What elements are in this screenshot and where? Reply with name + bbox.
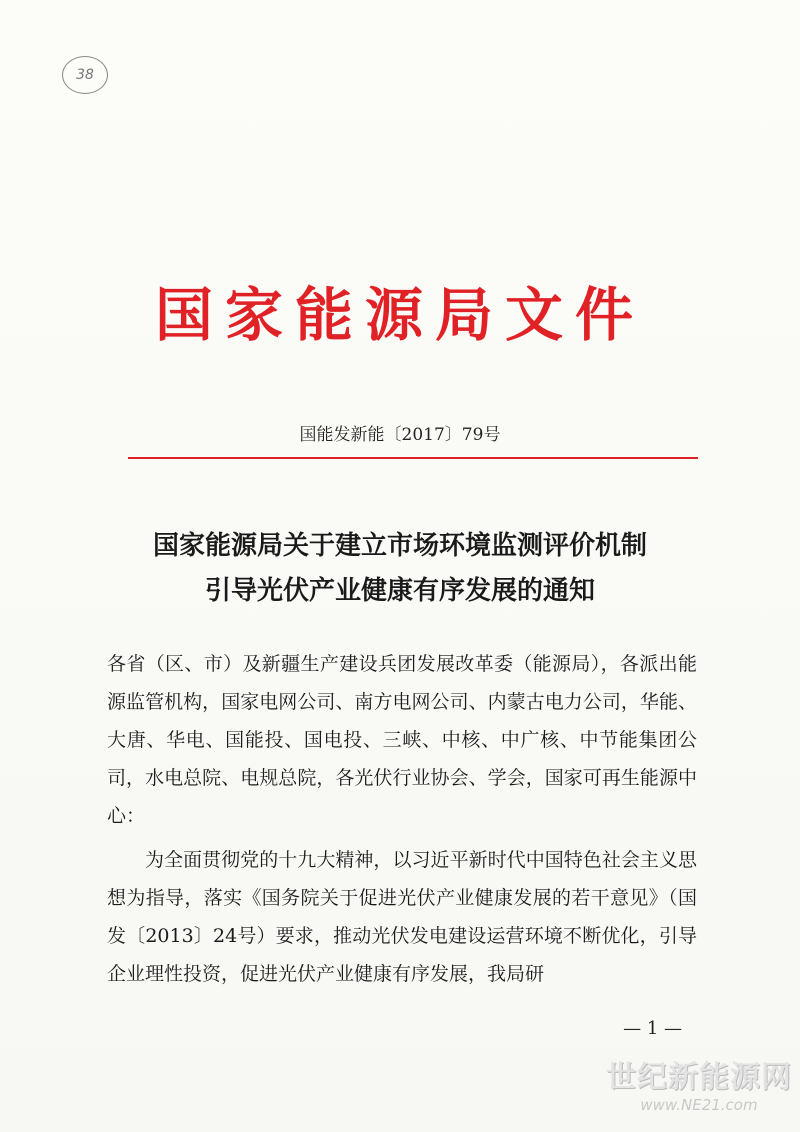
site-watermark xyxy=(606,1052,792,1114)
red-divider-line xyxy=(128,457,698,459)
body-paragraph: 为全面贯彻党的十九大精神，以习近平新时代中国特色社会主义思想为指导，落实《国务院关于促进光伏产业健康发展的若干意见》（国发〔2013〕24号）要求，推动光伏发电建设运营环境不断优化，引导企业理性投资，促进光伏产业健康有序发展，我局研 xyxy=(107,849,697,985)
document-number: 国能发新能〔2017〕79号 xyxy=(299,425,501,445)
document-title-line-2: 引导光伏产业健康有序发展的通知 xyxy=(204,576,595,606)
document-masthead: 国家能源局文件 xyxy=(154,281,645,349)
watermark-url: www.NE21.com xyxy=(640,1096,758,1114)
watermark-title: 世纪新能源网 xyxy=(606,1060,792,1095)
handwritten-page-mark: 38 xyxy=(62,56,108,94)
addressees-paragraph: 各省（区、市）及新疆生产建设兵团发展改革委（能源局），各派出能源监管机构，国家电网公司、南方电网公司、内蒙古电力公司，华能、大唐、华电、国能投、国电投、三峡、中核、中广核、中节能集团公司，水电总院、电规总院，各光伏行业协会、学会，国家可再生能源中心： xyxy=(107,653,697,827)
document-body xyxy=(107,645,697,993)
page-number: — 1 — xyxy=(623,1018,682,1039)
document-title-line-1: 国家能源局关于建立市场环境监测评价机制 xyxy=(152,531,647,561)
